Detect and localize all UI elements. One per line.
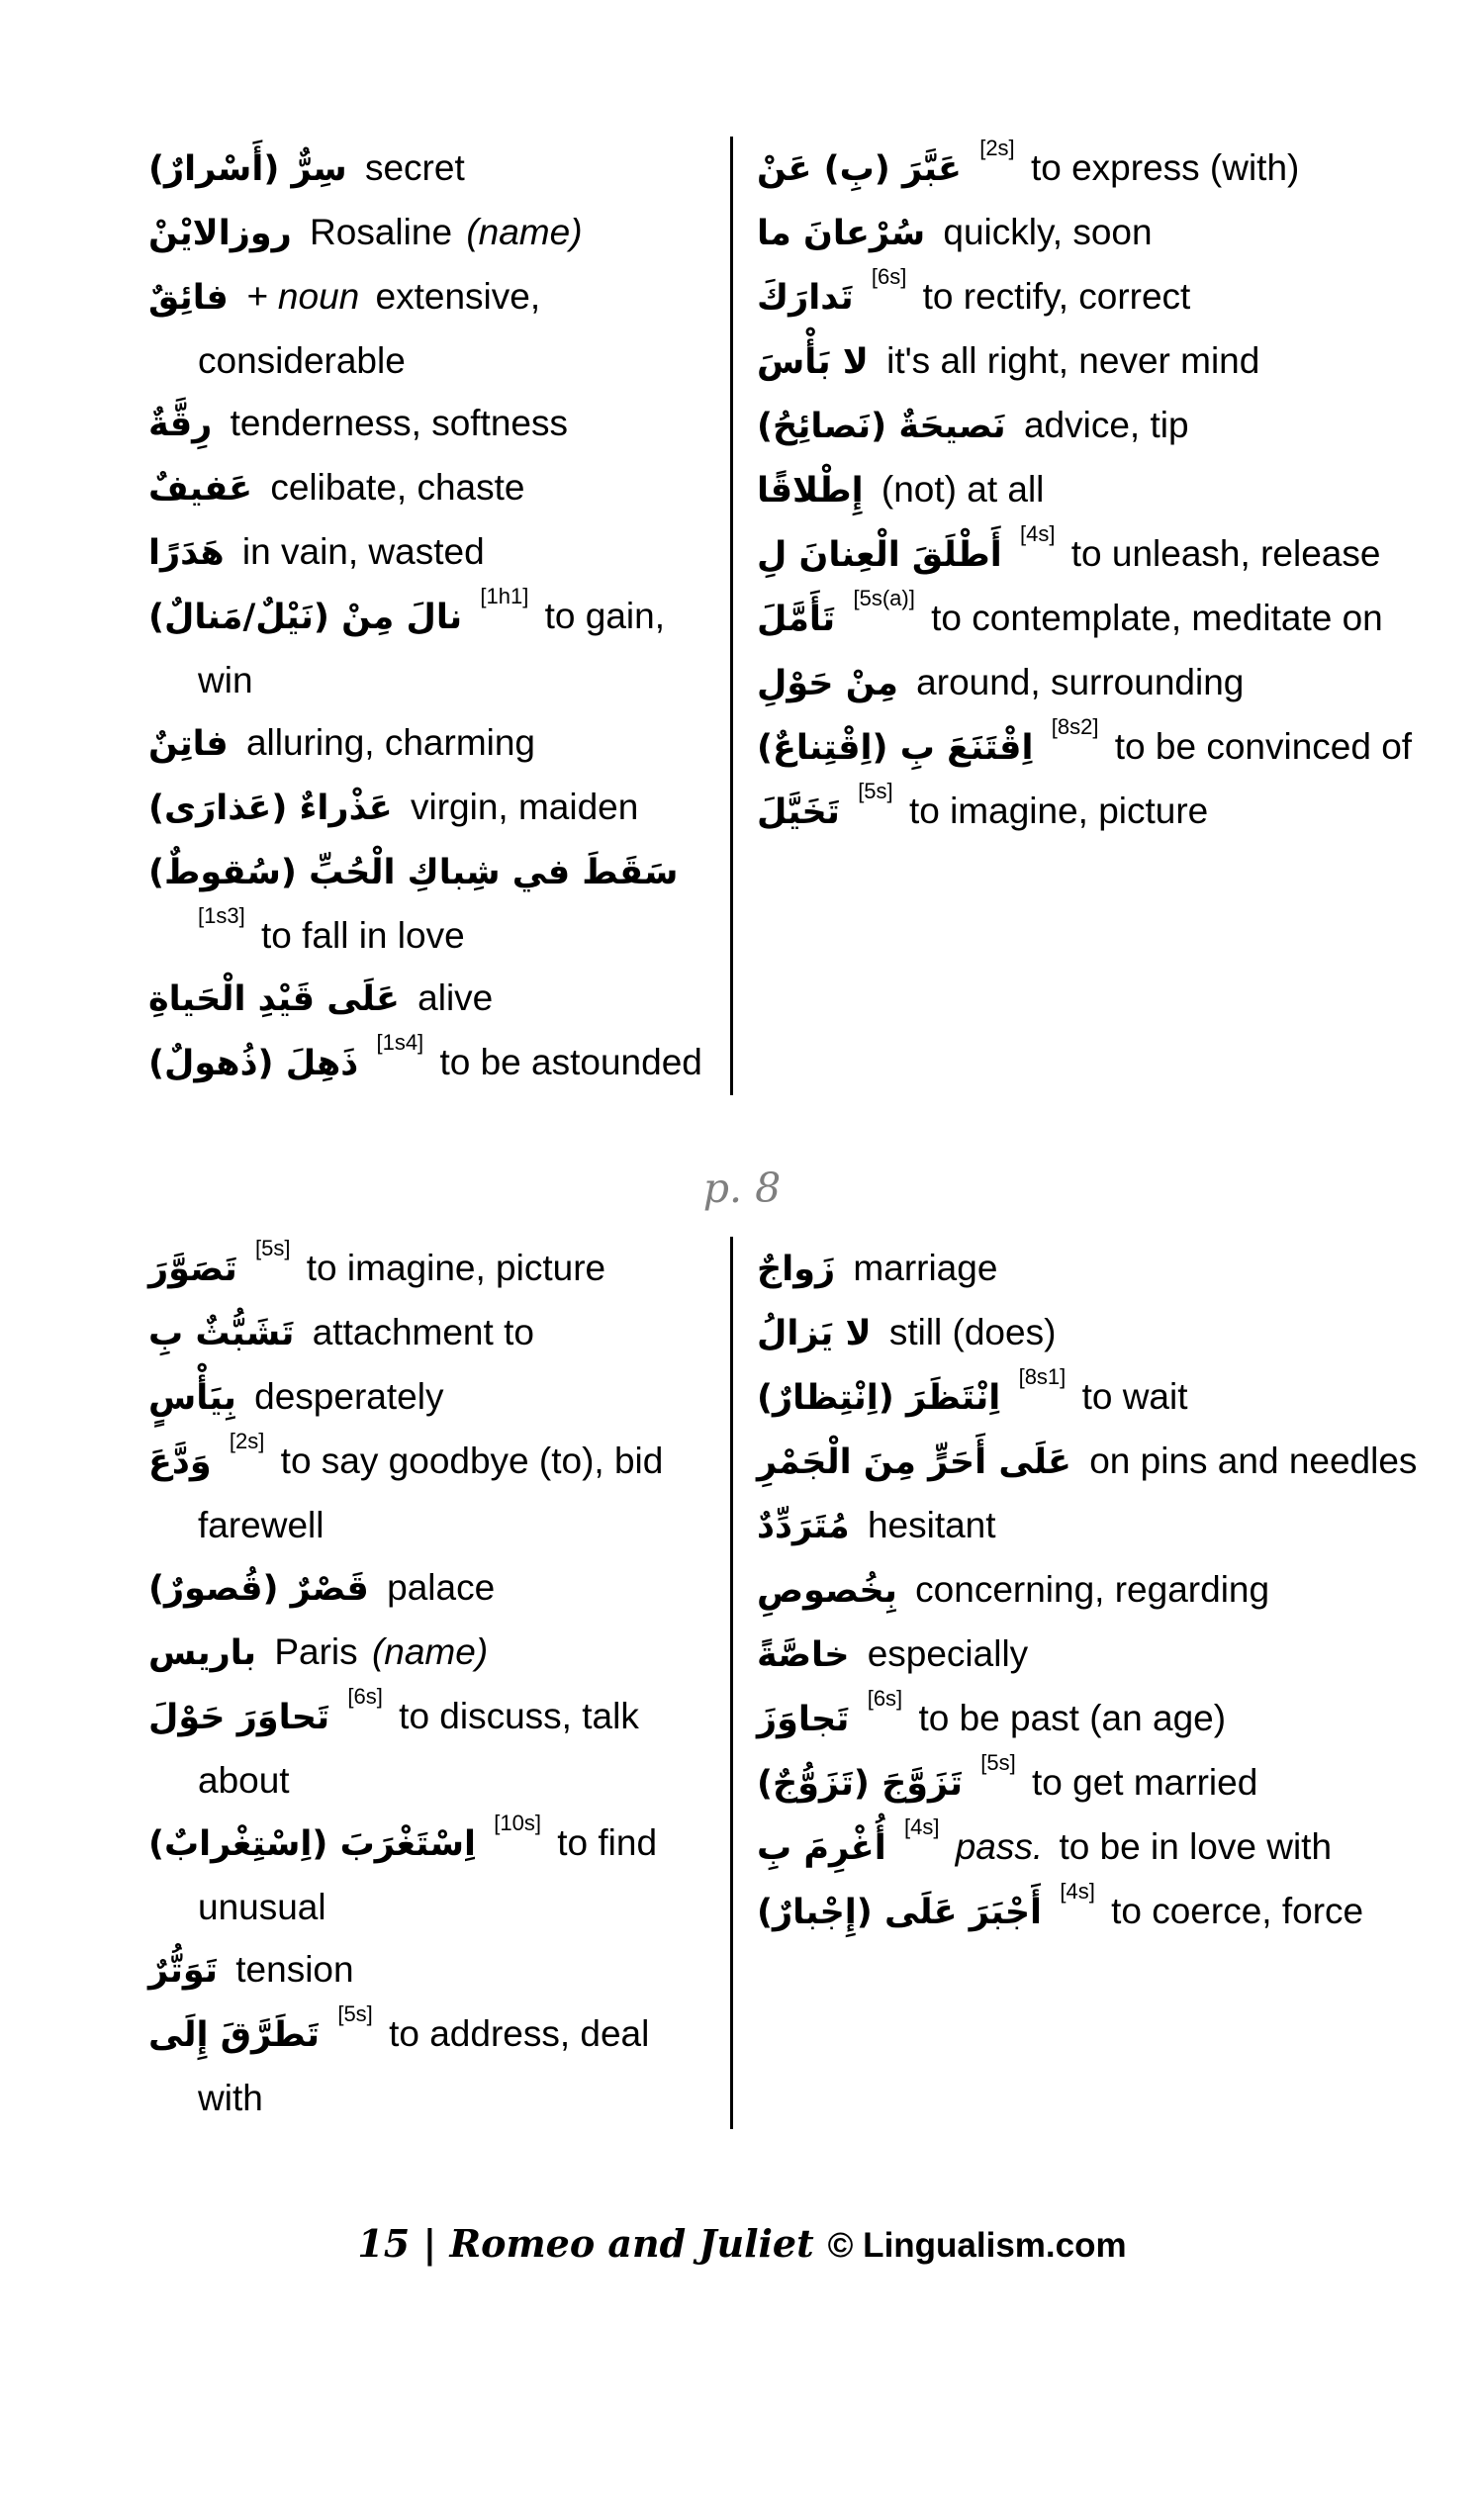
- arabic-headword: عَلَى قَيْدِ الْحَياةِ: [148, 979, 400, 1019]
- verb-table-ref: [2s]: [979, 135, 1015, 160]
- vocab-entry: [757, 1494, 1425, 1558]
- arabic-headword: وَدَّعَ: [148, 1442, 212, 1482]
- english-gloss: to gain, win: [198, 596, 665, 700]
- verb-table-ref: [5s]: [255, 1235, 291, 1260]
- english-gloss: to discuss, talk about: [198, 1696, 639, 1801]
- arabic-headword: زَواجٌ: [757, 1250, 836, 1289]
- verb-table-ref: [5s]: [337, 2000, 373, 2026]
- vocab-entry: [757, 1815, 1425, 1880]
- arabic-headword: تَجاوَزَ: [757, 1700, 850, 1739]
- arabic-headword: تَطَرَّقَ إِلَى: [148, 2015, 321, 2055]
- english-gloss: to address, deal with: [198, 2013, 650, 2118]
- page-section-heading: p. 8: [702, 1164, 782, 1212]
- footer-book-title: 15 | Romeo and Juliet: [357, 2221, 814, 2266]
- english-gloss: to get married: [1032, 1762, 1258, 1803]
- arabic-headword: روزالايْنْ: [148, 214, 292, 253]
- arabic-headword: لا بَأْسَ: [757, 342, 869, 382]
- arabic-headword: سُرْعانَ ما: [757, 214, 926, 253]
- english-gloss: to say goodbye (to), bid farewell: [198, 1441, 664, 1545]
- vocab-entry: [757, 715, 1425, 780]
- page-footer: [0, 2212, 1484, 2277]
- arabic-headword: عَلَى أَحَرٍّ مِنَ الْجَمْرِ: [757, 1442, 1071, 1482]
- arabic-headword: عَبَّرَ (بِ) عَنْ: [757, 149, 962, 189]
- english-gloss: marriage: [853, 1248, 998, 1288]
- english-gloss: alive: [417, 977, 494, 1018]
- arabic-headword: باريس: [148, 1633, 257, 1673]
- vocab-entry: [757, 1880, 1425, 1944]
- arabic-headword: مُتَرَدِّدٌ: [757, 1507, 850, 1546]
- vocab-entry: [148, 840, 716, 967]
- english-gloss: celibate, chaste: [270, 467, 525, 508]
- english-gloss: quickly, soon: [943, 212, 1153, 252]
- arabic-headword: فاتِنٌ: [148, 724, 229, 764]
- vocab-entry: [148, 201, 716, 265]
- english-gloss: to be astounded: [439, 1042, 702, 1082]
- left-column: [148, 1237, 730, 2129]
- arabic-headword: رِقَّةٌ: [148, 405, 213, 444]
- arabic-headword: أُغْرِمَ بِ: [757, 1828, 886, 1868]
- english-gloss: to wait: [1081, 1376, 1188, 1417]
- english-gloss: especially: [867, 1633, 1029, 1674]
- english-gloss: concerning, regarding: [915, 1569, 1270, 1610]
- vocab-entry: [148, 1365, 716, 1430]
- verb-table-ref: [10s]: [494, 1810, 541, 1835]
- verb-table-ref: [5s]: [980, 1749, 1016, 1775]
- english-gloss: to express (with): [1030, 147, 1300, 188]
- verb-table-ref: [1s3]: [198, 902, 245, 928]
- english-gloss: Paris: [274, 1631, 358, 1672]
- name-note: (name): [466, 212, 583, 252]
- vocab-entry: [148, 392, 716, 456]
- verb-table-ref: [1s4]: [376, 1029, 424, 1055]
- english-gloss: to contemplate, meditate on: [931, 598, 1383, 638]
- arabic-headword: بِيَأْسٍ: [148, 1378, 236, 1418]
- vocab-entry: [148, 1621, 716, 1685]
- vocab-entry: [757, 1430, 1425, 1494]
- vocab-entry: [148, 1237, 716, 1301]
- english-gloss: on pins and needles: [1089, 1441, 1418, 1481]
- arabic-headword: قَصْرٌ (قُصورٌ): [148, 1569, 369, 1609]
- verb-table-ref: [1h1]: [480, 583, 529, 608]
- arabic-headword: سِرٌّ (أَسْرارٌ): [148, 149, 347, 189]
- english-gloss: to fall in love: [260, 915, 465, 956]
- vocab-entry: [148, 1430, 716, 1556]
- footer-copyright: © Lingualism.com: [827, 2226, 1127, 2265]
- page: [0, 137, 1484, 2277]
- verb-table-ref: [5s]: [858, 778, 893, 803]
- verb-table-ref: [4s]: [1060, 1878, 1095, 1904]
- vocab-entry: [757, 137, 1425, 201]
- arabic-headword: تَدارَكَ: [757, 278, 854, 318]
- verb-table-ref: [5s(a)]: [853, 585, 915, 610]
- vocab-entry: [757, 587, 1425, 651]
- english-gloss: still (does): [888, 1312, 1057, 1352]
- english-gloss: to imagine, picture: [908, 790, 1209, 831]
- vocab-entry: [757, 458, 1425, 522]
- arabic-headword: هَدَرًا: [148, 533, 225, 573]
- english-gloss: hesitant: [867, 1505, 996, 1545]
- english-gloss: it's all right, never mind: [886, 340, 1260, 381]
- vocab-entry: [757, 1687, 1425, 1751]
- english-gloss: to unleash, release: [1070, 533, 1381, 574]
- english-gloss: in vain, wasted: [241, 531, 485, 572]
- vocab-entry: [148, 265, 716, 392]
- vocab-entry: [148, 1031, 716, 1095]
- verb-table-ref: [6s]: [871, 263, 907, 289]
- arabic-headword: تَحاوَرَ حَوْلَ: [148, 1698, 330, 1737]
- name-note: (name): [371, 1631, 489, 1672]
- arabic-headword: أَجْبَرَ عَلَى (إِجْبارٌ): [757, 1893, 1043, 1932]
- arabic-headword: اِقْتَنَعَ بِ (اِقْتِناعٌ): [757, 728, 1034, 768]
- verb-table-ref: [6s]: [867, 1685, 903, 1711]
- vocab-entry: [148, 137, 716, 201]
- arabic-headword: تَوَتُّرٌ: [148, 1951, 218, 1991]
- english-gloss: to coerce, force: [1111, 1891, 1364, 1931]
- right-column: [733, 137, 1425, 1095]
- arabic-headword: لا يَزالُ: [757, 1314, 872, 1353]
- arabic-headword: نالَ مِنْ (نَيْلٌ/مَنالٌ): [148, 598, 463, 637]
- vocab-entry: [757, 201, 1425, 265]
- english-gloss: tenderness, softness: [230, 403, 568, 443]
- arabic-headword: أَطْلَقَ الْعِنانَ لِ: [757, 535, 1002, 575]
- vocab-entry: [757, 1237, 1425, 1301]
- verb-table-ref: [6s]: [347, 1683, 383, 1709]
- vocab-entry: [148, 2002, 716, 2129]
- vocab-entry: [148, 456, 716, 520]
- english-gloss: to be past (an age): [918, 1698, 1227, 1738]
- english-gloss: desperately: [254, 1376, 444, 1417]
- vocab-entry: [757, 1301, 1425, 1365]
- arabic-headword: سَقَطَ في شِباكِ الْحُبِّ (سُقوطٌ): [148, 853, 679, 892]
- arabic-headword: عَذْراءٌ (عَذارَى): [148, 789, 393, 828]
- vocab-section-top: [148, 137, 1425, 1095]
- vocab-entry: [757, 1751, 1425, 1815]
- verb-table-ref: [2s]: [229, 1428, 265, 1453]
- english-gloss: tension: [235, 1949, 354, 1990]
- vocab-entry: [757, 1558, 1425, 1623]
- vocab-entry: [148, 585, 716, 711]
- arabic-headword: تَخَيَّلَ: [757, 792, 840, 832]
- vocab-entry: [148, 1301, 716, 1365]
- vocab-entry: [757, 394, 1425, 458]
- english-gloss: secret: [364, 147, 465, 188]
- vocab-entry: [757, 522, 1425, 587]
- english-gloss: Rosaline: [310, 212, 453, 252]
- arabic-headword: مِنْ حَوْلِ: [757, 664, 898, 703]
- vocab-entry: [148, 1685, 716, 1812]
- vocab-entry: [148, 1556, 716, 1621]
- vocab-entry: [757, 780, 1425, 844]
- arabic-headword: اِسْتَغْرَبَ (اِسْتِغْرابٌ): [148, 1824, 476, 1864]
- arabic-headword: اِنْتَظَرَ (اِنْتِظارٌ): [757, 1378, 1001, 1418]
- verb-table-ref: [8s1]: [1018, 1363, 1067, 1389]
- arabic-headword: بِخُصوصِ: [757, 1571, 897, 1611]
- vocab-entry: [148, 1812, 716, 1938]
- right-column: [733, 1237, 1425, 2129]
- vocab-entry: [757, 265, 1425, 329]
- verb-table-ref: [4s]: [903, 1814, 940, 1839]
- left-column: [148, 137, 730, 1095]
- verb-table-ref: [4s]: [1020, 520, 1056, 546]
- english-gloss: to find unusual: [198, 1822, 658, 1927]
- vocab-entry: [757, 1623, 1425, 1687]
- vocab-entry: [148, 520, 716, 585]
- vocab-entry: [757, 651, 1425, 715]
- arabic-headword: تَشَبُّثٌ بِ: [148, 1314, 295, 1353]
- verb-table-ref: [8s2]: [1051, 713, 1099, 739]
- arabic-headword: تَصَوَّرَ: [148, 1250, 237, 1289]
- english-gloss: around, surrounding: [916, 662, 1245, 702]
- english-gloss: (not) at all: [881, 469, 1045, 510]
- english-gloss: to be convinced of: [1114, 726, 1413, 767]
- arabic-headword: إِطْلاقًا: [757, 471, 864, 511]
- english-gloss: alluring, charming: [245, 722, 536, 763]
- arabic-headword: فائِقٌ: [148, 278, 229, 318]
- vocab-entry: [148, 967, 716, 1031]
- vocab-entry: [757, 329, 1425, 394]
- vocab-entry: [148, 1938, 716, 2002]
- vocab-entry: [757, 1365, 1425, 1430]
- english-gloss: to be in love with: [1059, 1826, 1333, 1867]
- english-gloss: to rectify, correct: [922, 276, 1191, 317]
- arabic-headword: خاصَّةً: [757, 1635, 850, 1675]
- arabic-headword: عَفيفٌ: [148, 469, 253, 509]
- english-gloss: palace: [387, 1567, 496, 1608]
- english-gloss: virgin, maiden: [410, 787, 639, 827]
- arabic-headword: نَصيحَةٌ (نَصائِحُ): [757, 407, 1006, 446]
- english-gloss: extensive, considerable: [198, 276, 541, 381]
- arabic-headword: تَأَمَّلَ: [757, 600, 836, 639]
- english-gloss: to imagine, picture: [306, 1248, 606, 1288]
- english-gloss: advice, tip: [1023, 405, 1189, 445]
- vocab-section-p8: [148, 1237, 1425, 2129]
- arabic-headword: ذَهِلَ (ذُهولٌ): [148, 1044, 359, 1083]
- english-gloss: attachment to: [312, 1312, 534, 1352]
- arabic-headword: تَزَوَّجَ (تَزَوُّجٌ): [757, 1764, 963, 1804]
- grammar-note: pass.: [955, 1826, 1044, 1867]
- vocab-entry: [148, 711, 716, 776]
- vocab-entry: [148, 776, 716, 840]
- grammar-note: + noun: [246, 276, 360, 317]
